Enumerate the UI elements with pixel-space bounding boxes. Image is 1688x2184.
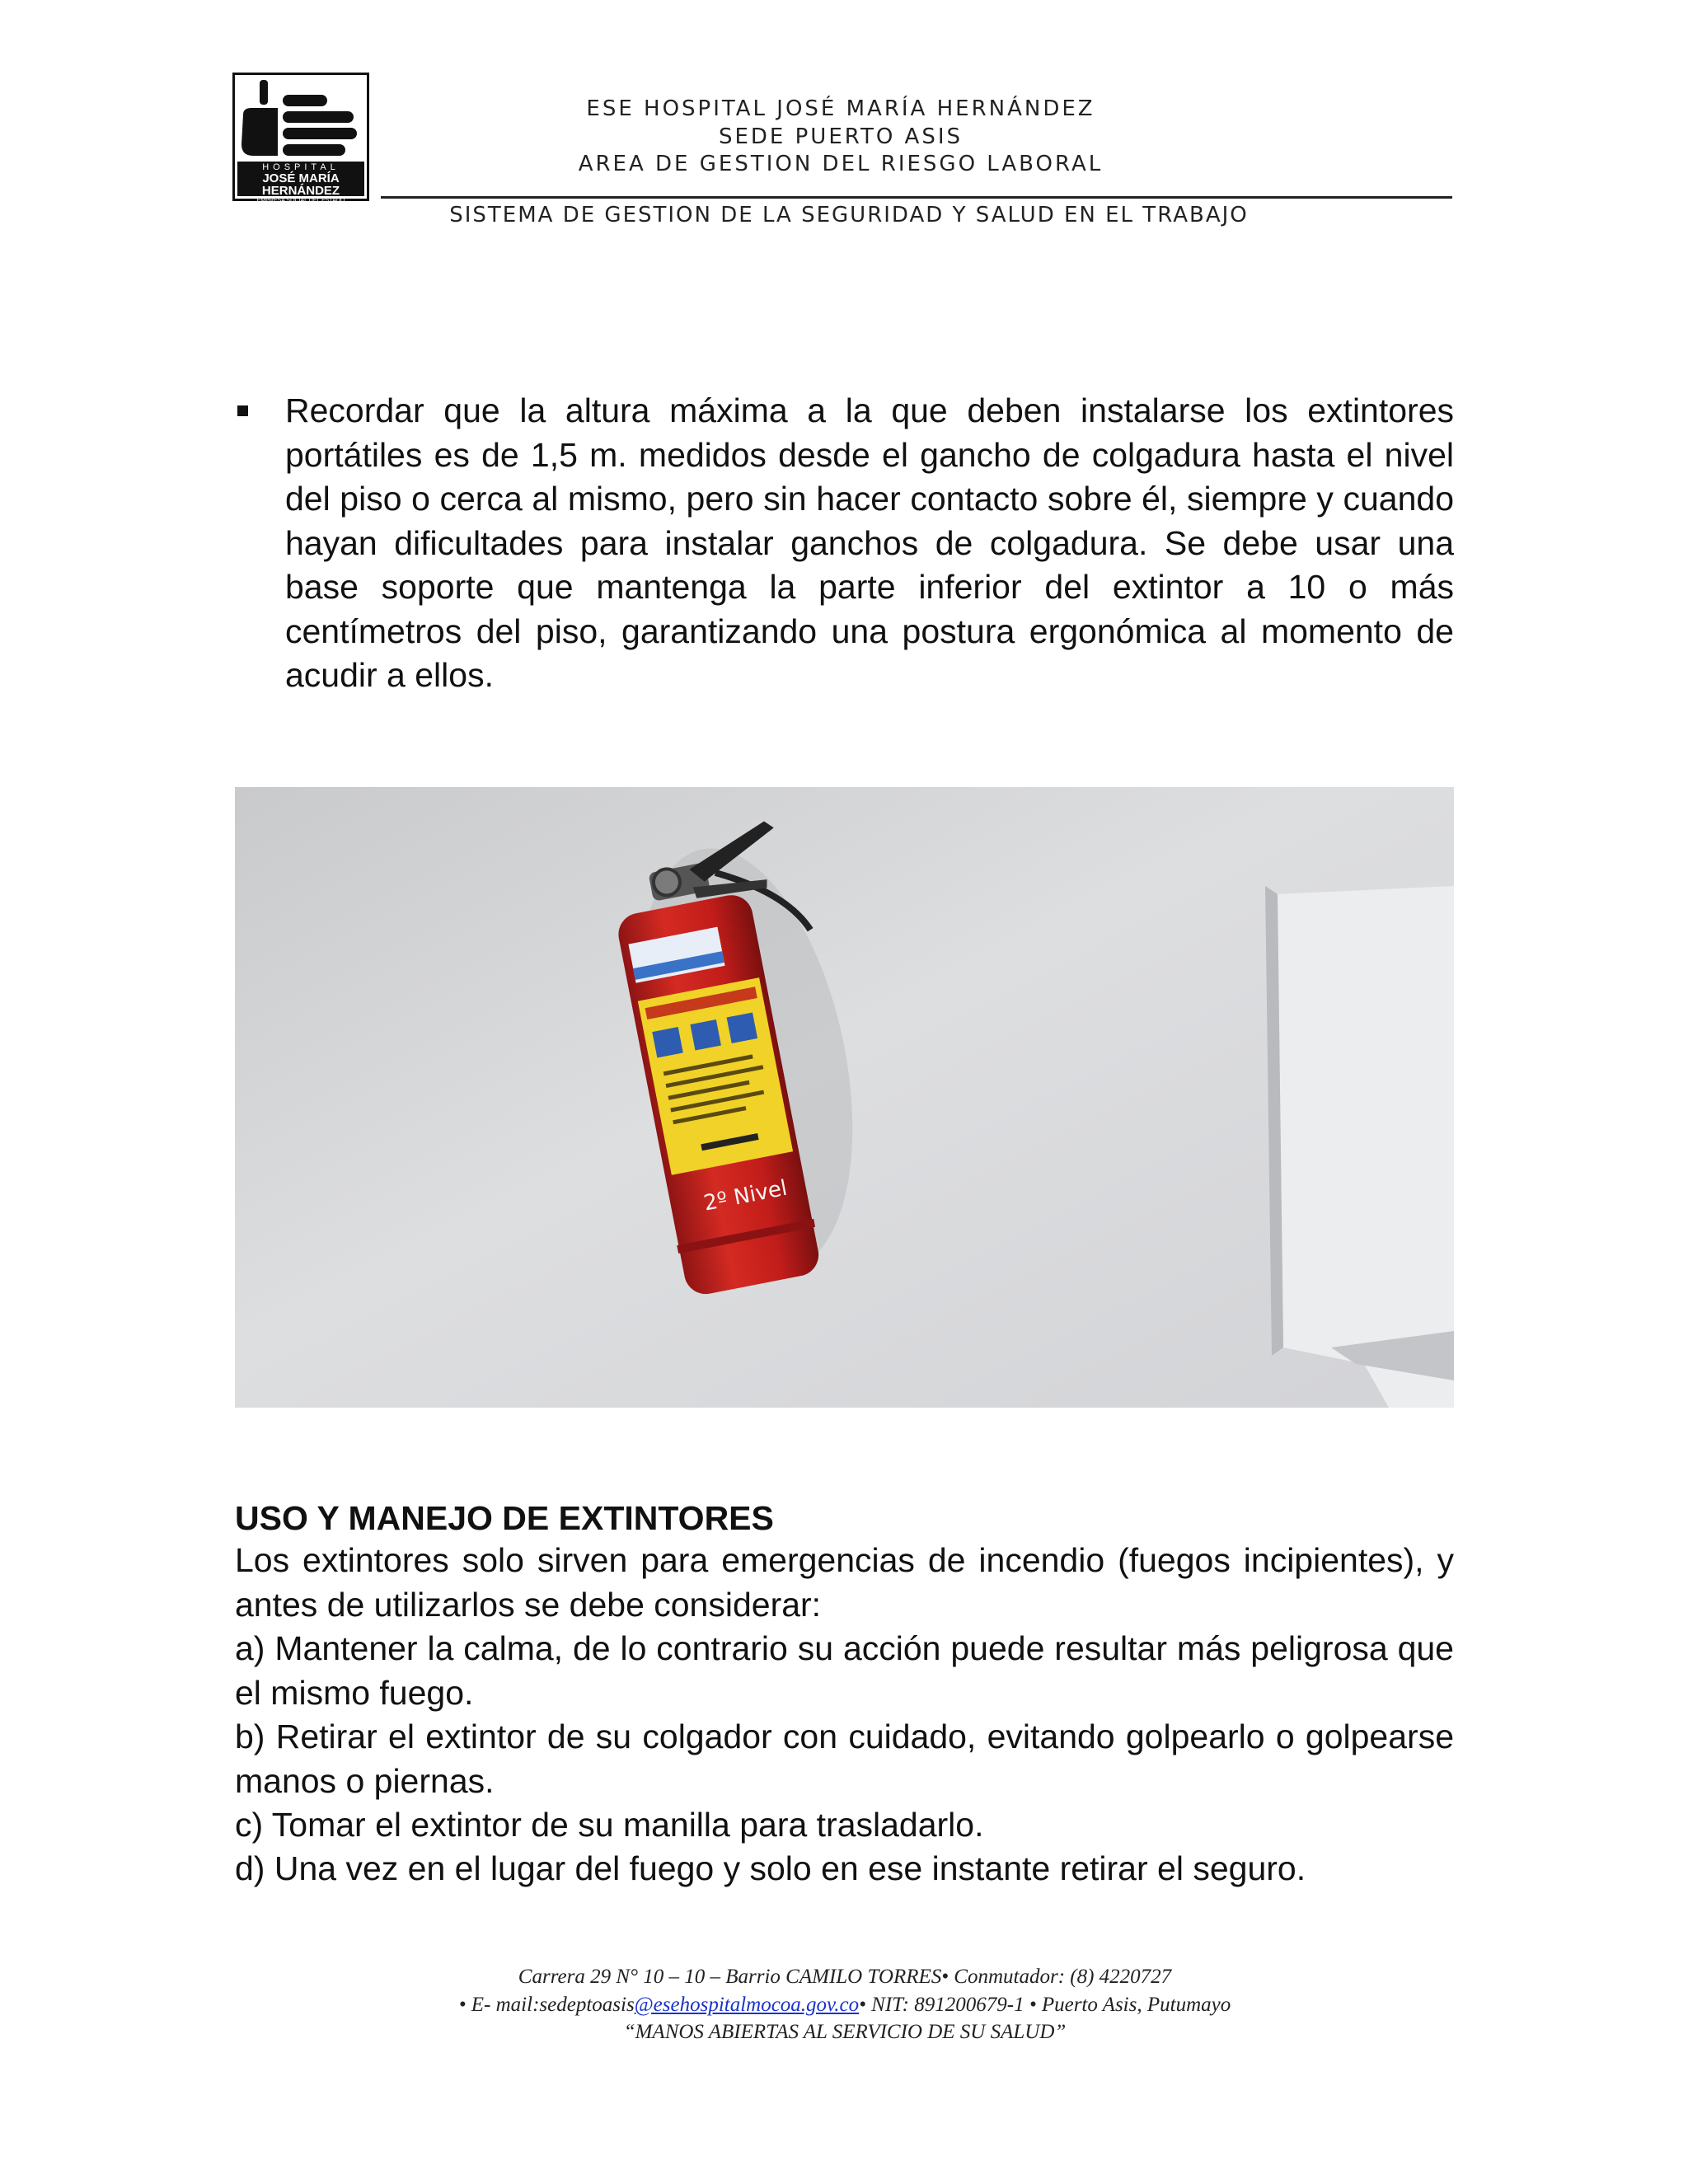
section-title: USO Y MANEJO DE EXTINTORES — [235, 1499, 774, 1537]
footer-nit: • NIT: 891200679-1 • Puerto Asis, Putumayo — [859, 1994, 1231, 2016]
logo-text-name: JOSÉ MARÍA HERNÁNDEZ — [261, 171, 340, 198]
hand-logo-icon — [235, 75, 367, 162]
footer-contact — [247, 1994, 1442, 2017]
bullet-square-icon — [237, 405, 248, 416]
bullet-paragraph: Recordar que la altura máxima a la que deben instalarse los extintores portátiles es de 1,5 m. medidos desde el gancho de colgadura hasta el nivel del piso o cerca al mismo, pero sin hacer contacto sobre él, siempre y cuando hayan dificultades para instalar ganchos de colgadura. Se debe usar una base soporte que mantenga la parte inferior del extintor a 10 o más centímetros del piso, garantizando una postura ergonómica al momento de acudir a ellos. — [285, 391, 1454, 694]
footer-address: Carrera 29 N° 10 – 10 – Barrio CAMILO TORRES• Conmutador: (8) 4220727 — [518, 1966, 1172, 1988]
header-title: ESE HOSPITAL JOSÉ MARÍA HERNÁNDEZ — [586, 96, 1095, 121]
logo-text-subtitle: EMPRESA SOCIAL DEL ESTADO — [256, 198, 345, 204]
footer-email-prefix: • E- mail:sedeptoasis — [458, 1994, 635, 2016]
header-area: AREA DE GESTION DEL RIESGO LABORAL — [578, 152, 1104, 176]
handwritten-level-label: 2º Nivel — [701, 1175, 790, 1216]
header-divider — [381, 196, 1452, 199]
list-item-c: c) Tomar el extintor de su manilla para trasladarlo. — [235, 1806, 984, 1844]
hospital-logo — [232, 73, 369, 204]
list-item-a: a) Mantener la calma, de lo contrario su acción puede resultar más peligrosa que el mismo fuego. — [235, 1629, 1454, 1712]
footer-email-link[interactable]: @esehospitalmocoa.gov.co — [634, 1994, 860, 2016]
list-item-b: b) Retirar el extintor de su colgador con cuidado, evitando golpearlo o golpearse manos o piernas. — [235, 1718, 1454, 1800]
header-system-title: SISTEMA DE GESTION DE LA SEGURIDAD Y SALUD EN EL TRABAJO — [449, 203, 1249, 227]
footer-slogan: “MANOS ABIERTAS AL SERVICIO DE SU SALUD” — [623, 2021, 1067, 2043]
fire-extinguisher-photo — [235, 787, 1454, 1408]
list-item-d: d) Una vez en el lugar del fuego y solo en ese instante retirar el seguro. — [235, 1849, 1306, 1887]
section-intro: Los extintores solo sirven para emergencias de incendio (fuegos incipientes), y antes de utilizarlos se debe considerar: — [235, 1541, 1454, 1624]
logo-text-hospital: HOSPITAL — [262, 162, 340, 172]
header-sede: SEDE PUERTO ASIS — [718, 124, 964, 149]
